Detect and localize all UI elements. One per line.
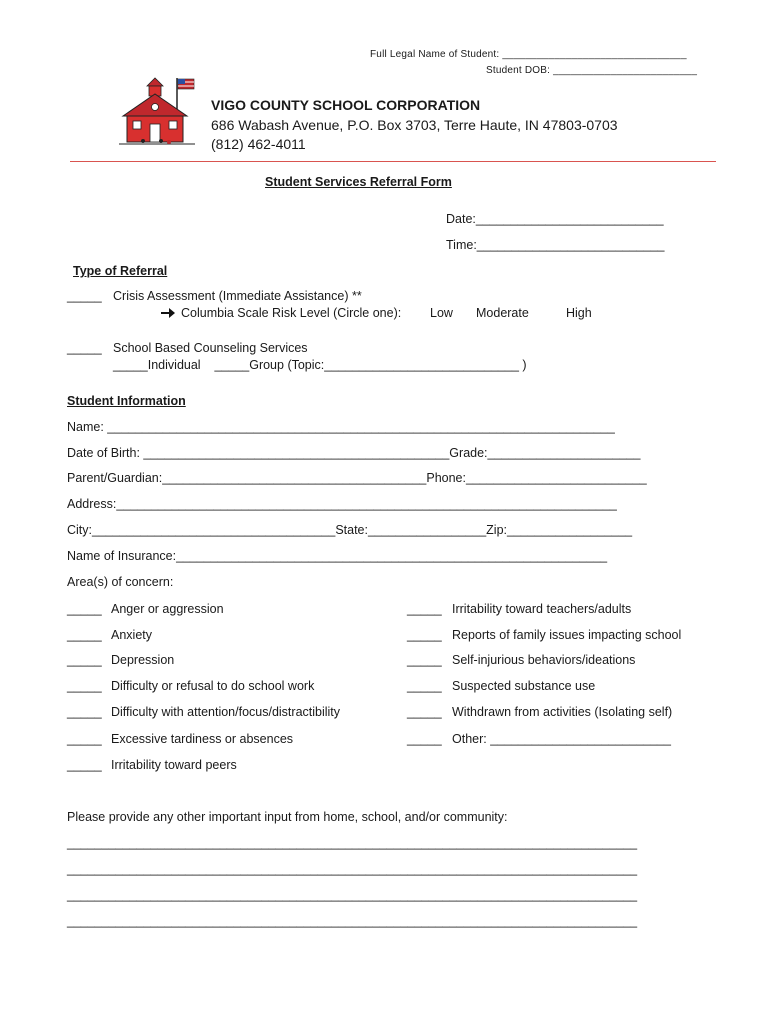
counseling-options[interactable]: _____Individual _____Group (Topic:____________________________ ) <box>113 358 527 372</box>
additional-input-prompt: Please provide any other important input from home, school, and/or community: <box>67 810 508 824</box>
concern-label: Anxiety <box>111 628 152 642</box>
concern-label: Difficulty or refusal to do school work <box>111 679 315 693</box>
city-state-zip-field[interactable]: City:___________________________________State:_________________Zip:__________________ <box>67 523 633 537</box>
concern-label: Depression <box>111 653 175 667</box>
concern-label: Irritability toward peers <box>111 758 237 772</box>
concern-checkbox[interactable]: _____ <box>67 705 102 719</box>
other-concern-field[interactable]: Other: __________________________ <box>452 732 671 746</box>
concern-checkbox[interactable]: _____ <box>67 653 102 667</box>
address-field[interactable]: Address:________________________________________________________________________ <box>67 497 617 511</box>
concern-checkbox[interactable]: _____ <box>407 679 442 693</box>
parent-phone-field[interactable]: Parent/Guardian:______________________________________Phone:__________________________ <box>67 471 647 485</box>
time-field[interactable]: Time:___________________________ <box>446 238 665 252</box>
concern-checkbox[interactable]: _____ <box>67 628 102 642</box>
concern-label: Suspected substance use <box>452 679 596 693</box>
concern-label: Withdrawn from activities (Isolating self) <box>452 705 673 719</box>
concern-label: Anger or aggression <box>111 602 224 616</box>
areas-of-concern-label: Area(s) of concern: <box>67 575 174 589</box>
org-name: VIGO COUNTY SCHOOL CORPORATION <box>211 97 481 113</box>
concern-checkbox[interactable]: _____ <box>67 679 102 693</box>
concern-checkbox[interactable]: _____ <box>67 602 102 616</box>
input-line[interactable]: __________________________________________________________________________________ <box>67 914 638 928</box>
insurance-field[interactable]: Name of Insurance:______________________________________________________________ <box>67 549 608 563</box>
student-information-heading: Student Information <box>67 394 186 408</box>
risk-level-moderate[interactable]: Moderate <box>476 306 529 320</box>
name-field[interactable]: Name: _________________________________________________________________________ <box>67 420 615 434</box>
type-of-referral-heading: Type of Referral <box>73 264 168 278</box>
risk-level-low[interactable]: Low <box>430 306 453 320</box>
org-address: 686 Wabash Avenue, P.O. Box 3703, Terre Haute, IN 47803-0703 <box>211 117 618 133</box>
columbia-scale-label: Columbia Scale Risk Level (Circle one): <box>181 306 402 320</box>
concern-label: Excessive tardiness or absences <box>111 732 294 746</box>
org-phone: (812) 462-4011 <box>211 136 306 152</box>
counseling-label: School Based Counseling Services <box>113 341 308 355</box>
concern-checkbox[interactable]: _____ <box>67 732 102 746</box>
input-line[interactable]: __________________________________________________________________________________ <box>67 836 638 850</box>
input-line[interactable]: __________________________________________________________________________________ <box>67 862 638 876</box>
counseling-checkbox[interactable]: _____ <box>67 341 102 355</box>
concern-checkbox[interactable]: _____ <box>407 628 442 642</box>
concern-checkbox[interactable]: _____ <box>407 705 442 719</box>
risk-level-high[interactable]: High <box>566 306 592 320</box>
student-dob-field[interactable]: Student DOB: _________________________ <box>486 65 698 76</box>
date-field[interactable]: Date:___________________________ <box>446 212 664 226</box>
concern-checkbox[interactable]: _____ <box>407 732 442 746</box>
form-title: Student Services Referral Form <box>265 175 452 189</box>
dob-grade-field[interactable]: Date of Birth: ____________________________________________Grade:______________________ <box>67 446 641 460</box>
concern-checkbox[interactable]: _____ <box>407 602 442 616</box>
concern-checkbox[interactable]: _____ <box>67 758 102 772</box>
crisis-assessment-checkbox[interactable]: _____ <box>67 289 102 303</box>
student-name-field[interactable]: Full Legal Name of Student: ________________________________ <box>370 49 687 60</box>
schoolhouse-with-flag-icon <box>117 74 199 154</box>
concern-label: Reports of family issues impacting school <box>452 628 682 642</box>
concern-label: Difficulty with attention/focus/distractibility <box>111 705 341 719</box>
crisis-assessment-label: Crisis Assessment (Immediate Assistance) ** <box>113 289 362 303</box>
concern-checkbox[interactable]: _____ <box>407 653 442 667</box>
right-arrow-icon <box>160 306 176 320</box>
header-divider <box>70 161 716 162</box>
concern-label: Irritability toward teachers/adults <box>452 602 632 616</box>
input-line[interactable]: __________________________________________________________________________________ <box>67 888 638 902</box>
concern-label: Self-injurious behaviors/ideations <box>452 653 636 667</box>
